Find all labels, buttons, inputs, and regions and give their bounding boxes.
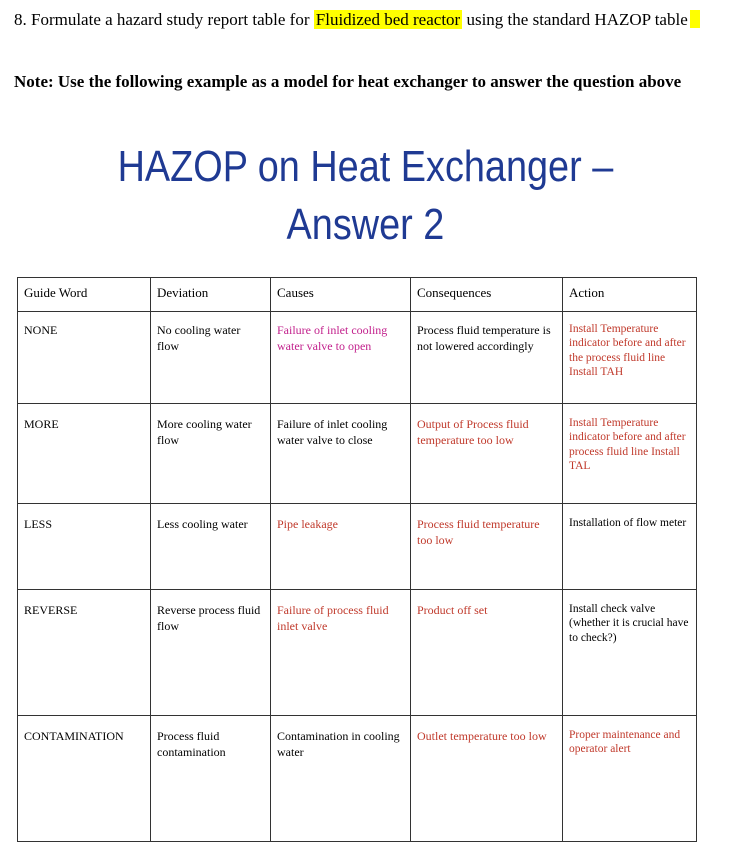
cell-action: Proper maintenance and operator alert bbox=[563, 716, 697, 842]
table-row bbox=[18, 404, 697, 504]
note-text: Note: Use the following example as a model for heat exchanger to answer the question above bbox=[14, 72, 682, 91]
table-row bbox=[18, 312, 697, 404]
cell-consequences: Outlet temperature too low bbox=[411, 716, 563, 842]
header-action: Action bbox=[563, 278, 697, 312]
cell-action: Install check valve (whether it is crucial have to check?) bbox=[563, 590, 697, 716]
cell-causes: Failure of inlet cooling water valve to close bbox=[271, 404, 411, 504]
question-text bbox=[14, 10, 700, 30]
cell-guide-word: MORE bbox=[18, 404, 151, 504]
question-prefix: 8. Formulate a hazard study report table for bbox=[14, 10, 314, 29]
table-row bbox=[18, 716, 697, 842]
cell-guide-word: NONE bbox=[18, 312, 151, 404]
cell-action: Install Temperature indicator before and after process fluid line Install TAL bbox=[563, 404, 697, 504]
cell-deviation: Less cooling water bbox=[151, 504, 271, 590]
cell-causes: Failure of process fluid inlet valve bbox=[271, 590, 411, 716]
cell-deviation: Process fluid contamination bbox=[151, 716, 271, 842]
slide-title-line2: Answer 2 bbox=[286, 200, 445, 249]
question-highlight: Fluidized bed reactor bbox=[315, 10, 461, 29]
hazop-table bbox=[17, 277, 697, 842]
table-row bbox=[18, 590, 697, 716]
cell-guide-word: REVERSE bbox=[18, 590, 151, 716]
cell-action: Install Temperature indicator before and after the process fluid line Install TAH bbox=[563, 312, 697, 404]
slide-title-line1: HAZOP on Heat Exchanger – bbox=[117, 142, 614, 191]
cell-action: Installation of flow meter bbox=[563, 504, 697, 590]
cell-consequences: Process fluid temperature is not lowered accordingly bbox=[411, 312, 563, 404]
cell-causes: Contamination in cooling water bbox=[271, 716, 411, 842]
cell-consequences: Output of Process fluid temperature too low bbox=[411, 404, 563, 504]
header-consequences: Consequences bbox=[411, 278, 563, 312]
cell-guide-word: LESS bbox=[18, 504, 151, 590]
cell-consequences: Process fluid temperature too low bbox=[411, 504, 563, 590]
cell-deviation: No cooling water flow bbox=[151, 312, 271, 404]
cell-consequences: Product off set bbox=[411, 590, 563, 716]
cell-guide-word: CONTAMINATION bbox=[18, 716, 151, 842]
table-header-row bbox=[18, 278, 697, 312]
header-causes: Causes bbox=[271, 278, 411, 312]
cell-causes: Pipe leakage bbox=[271, 504, 411, 590]
cell-causes: Failure of inlet cooling water valve to open bbox=[271, 312, 411, 404]
cell-deviation: Reverse process fluid flow bbox=[151, 590, 271, 716]
header-guide-word: Guide Word bbox=[18, 278, 151, 312]
highlight-marker bbox=[690, 10, 700, 28]
question-suffix: using the standard HAZOP table bbox=[462, 10, 688, 29]
cell-deviation: More cooling water flow bbox=[151, 404, 271, 504]
header-deviation: Deviation bbox=[151, 278, 271, 312]
table-row bbox=[18, 504, 697, 590]
